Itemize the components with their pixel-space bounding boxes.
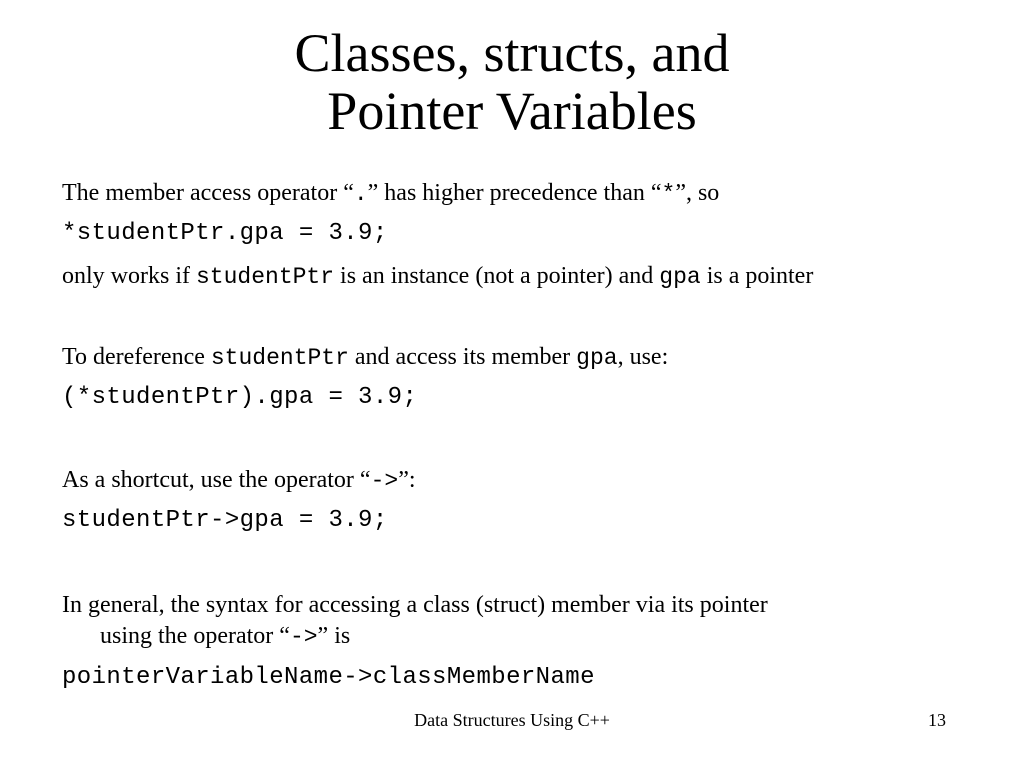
shortcut-statement (62, 466, 416, 495)
code-example-2: (*studentPtr).gpa = 3.9; (62, 384, 418, 411)
code-example-1: *studentPtr.gpa = 3.9; (62, 220, 388, 247)
slide-title-line-2: Pointer Variables (327, 81, 697, 141)
text-segment: is a pointer (700, 263, 814, 289)
dereference-statement (62, 343, 668, 372)
text-segment: The member access operator “ (62, 180, 354, 206)
text-segment: To dereference (62, 344, 211, 370)
footer-course-title: Data Structures Using C++ (414, 710, 610, 730)
code-example-3: studentPtr->gpa = 3.9; (62, 507, 388, 534)
inline-code: studentPtr (196, 264, 335, 290)
text-segment: and access its member (348, 344, 577, 370)
text-segment: only works if (62, 263, 196, 289)
slide-title-line-1: Classes, structs, and (294, 23, 730, 83)
text-segment: using the operator “ (100, 623, 290, 649)
text-segment: is an instance (not a pointer) and (334, 263, 660, 289)
inline-code: gpa (576, 345, 618, 371)
inline-code: gpa (659, 264, 701, 290)
text-segment: ” has higher precedence than “ (367, 180, 662, 206)
arrow-operator: -> (370, 468, 399, 494)
text-segment: , use: (617, 344, 669, 370)
instance-note (62, 262, 813, 291)
text-segment: ”, so (675, 180, 720, 206)
general-syntax-statement: In general, the syntax for accessing a class (struct) member via its pointer (62, 592, 768, 618)
dot-operator: . (353, 181, 368, 207)
general-syntax-continuation (62, 622, 350, 651)
slide-title (0, 24, 1024, 140)
text-segment: ”: (398, 467, 416, 493)
slide-number: 13 (928, 710, 946, 730)
star-operator: * (661, 181, 676, 207)
inline-code: studentPtr (210, 345, 349, 371)
precedence-statement (62, 179, 719, 208)
code-example-4: pointerVariableName->classMemberName (62, 664, 595, 691)
arrow-operator: -> (289, 624, 318, 650)
text-segment: As a shortcut, use the operator “ (62, 467, 371, 493)
text-segment: ” is (317, 623, 351, 649)
